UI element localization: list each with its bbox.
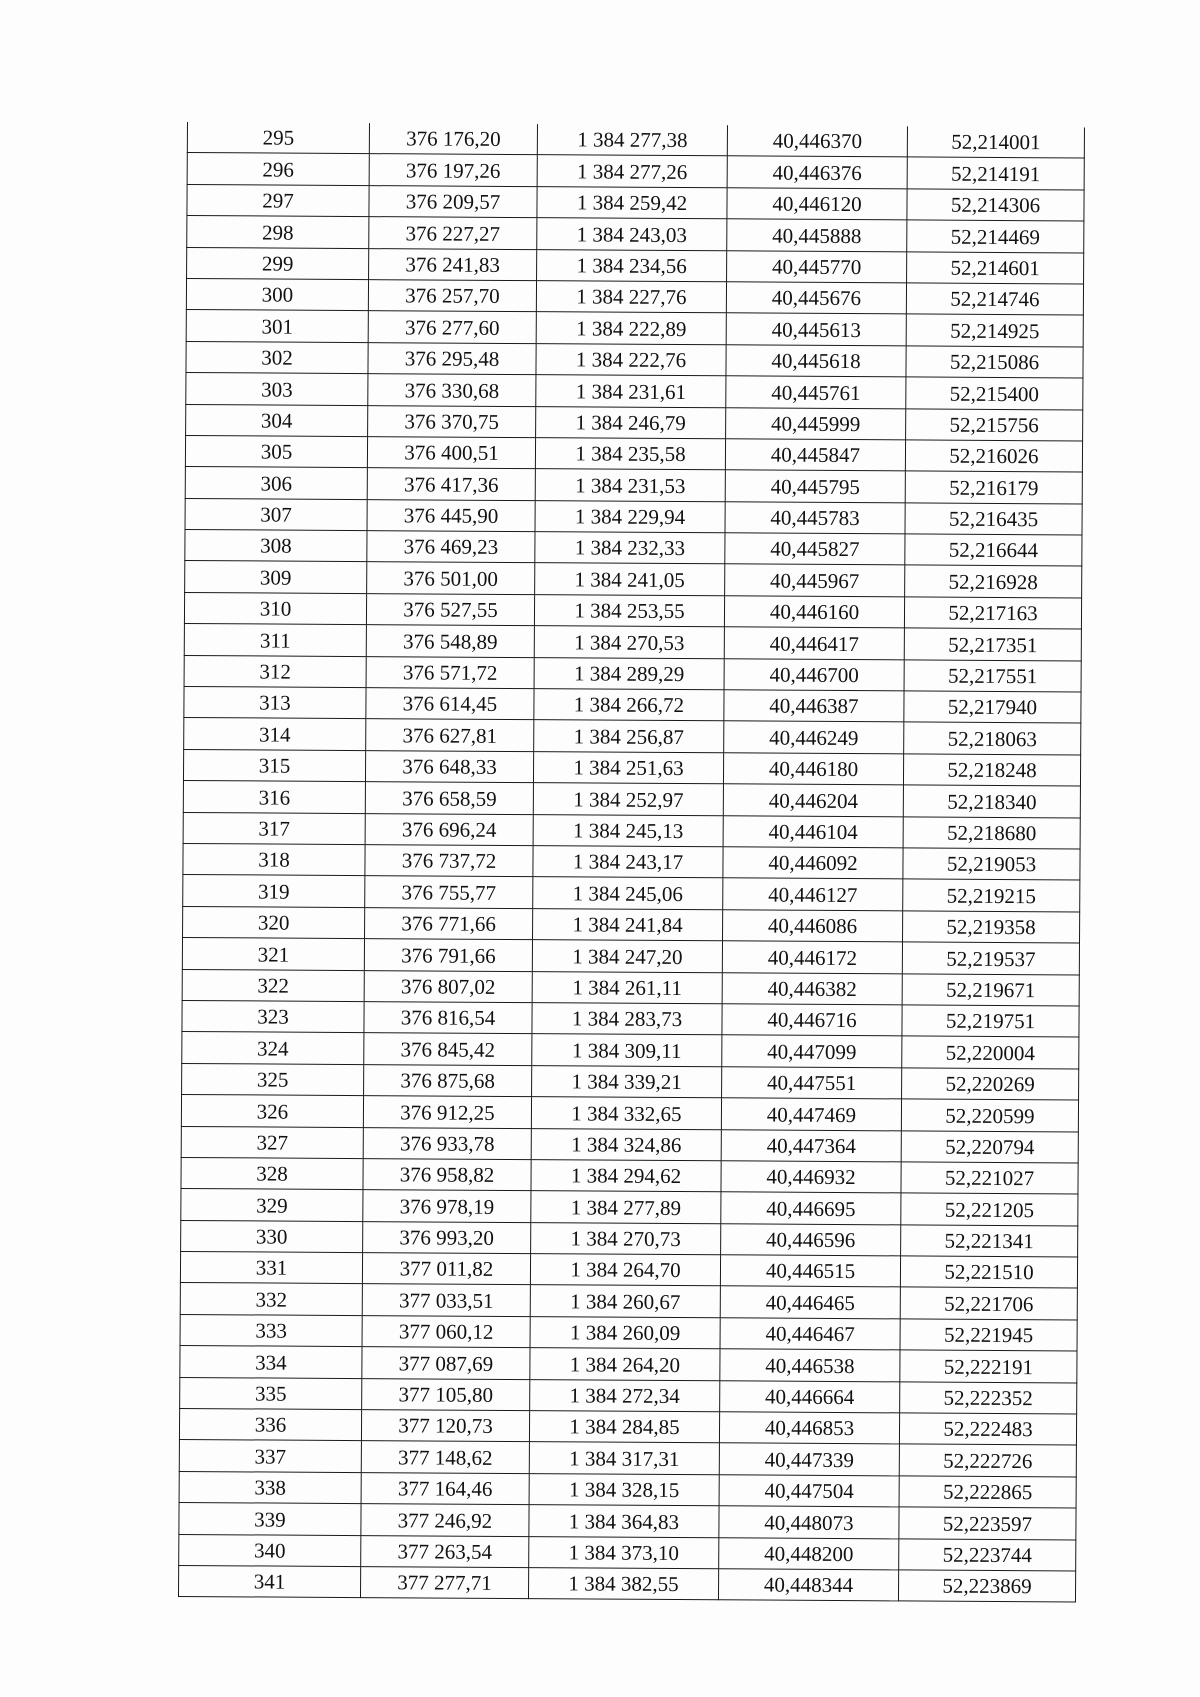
point-number-cell: 324 bbox=[182, 1032, 364, 1065]
point-number-cell: 307 bbox=[185, 498, 367, 531]
point-number-cell: 333 bbox=[180, 1314, 362, 1347]
longitude-cell: 52,221205 bbox=[901, 1193, 1078, 1225]
y-coordinate-cell: 1 384 272,34 bbox=[530, 1379, 720, 1412]
point-number-cell: 308 bbox=[185, 530, 367, 563]
x-coordinate-cell: 376 527,55 bbox=[366, 593, 534, 625]
x-coordinate-cell: 376 370,75 bbox=[368, 405, 536, 437]
point-number-cell: 327 bbox=[181, 1126, 363, 1159]
point-number-cell: 321 bbox=[182, 938, 364, 971]
x-coordinate-cell: 376 257,70 bbox=[368, 280, 536, 312]
latitude-cell: 40,446387 bbox=[724, 690, 904, 722]
x-coordinate-cell: 376 277,60 bbox=[368, 311, 536, 343]
point-number-cell: 338 bbox=[179, 1471, 361, 1504]
y-coordinate-cell: 1 384 241,05 bbox=[535, 563, 725, 596]
longitude-cell: 52,216179 bbox=[905, 471, 1082, 503]
latitude-cell: 40,446596 bbox=[721, 1223, 901, 1255]
latitude-cell: 40,446376 bbox=[727, 156, 907, 188]
point-number-cell: 317 bbox=[183, 812, 365, 845]
latitude-cell: 40,446120 bbox=[727, 188, 907, 220]
y-coordinate-cell: 1 384 264,20 bbox=[530, 1348, 720, 1381]
latitude-cell: 40,445888 bbox=[727, 219, 907, 251]
point-number-cell: 314 bbox=[184, 718, 366, 751]
longitude-cell: 52,219053 bbox=[903, 848, 1080, 880]
point-number-cell: 304 bbox=[186, 404, 368, 437]
y-coordinate-cell: 1 384 252,97 bbox=[533, 783, 723, 816]
x-coordinate-cell: 377 277,71 bbox=[360, 1567, 528, 1599]
latitude-cell: 40,445827 bbox=[725, 533, 905, 565]
point-number-cell: 311 bbox=[184, 624, 366, 657]
longitude-cell: 52,216928 bbox=[905, 565, 1082, 597]
longitude-cell: 52,222483 bbox=[899, 1413, 1076, 1445]
latitude-cell: 40,446465 bbox=[720, 1286, 900, 1318]
x-coordinate-cell: 376 501,00 bbox=[367, 562, 535, 594]
y-coordinate-cell: 1 384 277,38 bbox=[537, 124, 727, 156]
latitude-cell: 40,447469 bbox=[721, 1098, 901, 1130]
latitude-cell: 40,446370 bbox=[727, 125, 907, 157]
longitude-cell: 52,220004 bbox=[902, 1036, 1079, 1068]
x-coordinate-cell: 376 958,82 bbox=[363, 1158, 531, 1190]
latitude-cell: 40,445999 bbox=[726, 407, 906, 439]
longitude-cell: 52,221027 bbox=[901, 1162, 1078, 1194]
point-number-cell: 299 bbox=[187, 247, 369, 280]
point-number-cell: 313 bbox=[184, 687, 366, 720]
latitude-cell: 40,445613 bbox=[726, 313, 906, 345]
longitude-cell: 52,223869 bbox=[898, 1570, 1075, 1602]
latitude-cell: 40,445618 bbox=[726, 345, 906, 377]
y-coordinate-cell: 1 384 243,17 bbox=[533, 846, 723, 879]
latitude-cell: 40,445847 bbox=[725, 439, 905, 471]
x-coordinate-cell: 376 469,23 bbox=[367, 531, 535, 563]
y-coordinate-cell: 1 384 364,83 bbox=[529, 1505, 719, 1538]
point-number-cell: 339 bbox=[179, 1503, 361, 1536]
y-coordinate-cell: 1 384 277,26 bbox=[537, 155, 727, 188]
point-number-cell: 320 bbox=[183, 906, 365, 939]
latitude-cell: 40,446160 bbox=[724, 596, 904, 628]
point-number-cell: 325 bbox=[182, 1063, 364, 1096]
x-coordinate-cell: 376 933,78 bbox=[363, 1127, 531, 1159]
point-number-cell: 331 bbox=[180, 1252, 362, 1285]
x-coordinate-cell: 376 993,20 bbox=[363, 1221, 531, 1253]
y-coordinate-cell: 1 384 324,86 bbox=[531, 1128, 721, 1161]
y-coordinate-cell: 1 384 253,55 bbox=[534, 594, 724, 627]
x-coordinate-cell: 376 755,77 bbox=[365, 876, 533, 908]
x-coordinate-cell: 376 771,66 bbox=[365, 907, 533, 939]
longitude-cell: 52,217163 bbox=[904, 597, 1081, 629]
x-coordinate-cell: 377 060,12 bbox=[362, 1315, 530, 1347]
y-coordinate-cell: 1 384 382,55 bbox=[528, 1568, 718, 1601]
x-coordinate-cell: 376 227,27 bbox=[369, 217, 537, 249]
latitude-cell: 40,446204 bbox=[723, 784, 903, 816]
point-number-cell: 306 bbox=[185, 467, 367, 500]
longitude-cell: 52,220269 bbox=[902, 1068, 1079, 1100]
latitude-cell: 40,446716 bbox=[722, 1004, 902, 1036]
latitude-cell: 40,446249 bbox=[724, 721, 904, 753]
latitude-cell: 40,448200 bbox=[719, 1537, 899, 1569]
y-coordinate-cell: 1 384 260,67 bbox=[530, 1285, 720, 1318]
y-coordinate-cell: 1 384 231,61 bbox=[536, 375, 726, 408]
longitude-cell: 52,220794 bbox=[901, 1130, 1078, 1162]
y-coordinate-cell: 1 384 264,70 bbox=[530, 1254, 720, 1287]
point-number-cell: 326 bbox=[181, 1095, 363, 1128]
longitude-cell: 52,223744 bbox=[899, 1538, 1076, 1570]
x-coordinate-cell: 377 011,82 bbox=[362, 1253, 530, 1285]
point-number-cell: 297 bbox=[187, 184, 369, 217]
x-coordinate-cell: 376 875,68 bbox=[364, 1064, 532, 1096]
longitude-cell: 52,220599 bbox=[901, 1099, 1078, 1131]
y-coordinate-cell: 1 384 294,62 bbox=[531, 1160, 721, 1193]
point-number-cell: 295 bbox=[187, 122, 369, 154]
x-coordinate-cell: 377 148,62 bbox=[361, 1441, 529, 1473]
point-number-cell: 328 bbox=[181, 1157, 363, 1190]
longitude-cell: 52,216435 bbox=[905, 503, 1082, 535]
latitude-cell: 40,448344 bbox=[718, 1569, 898, 1601]
longitude-cell: 52,221341 bbox=[901, 1225, 1078, 1257]
latitude-cell: 40,447339 bbox=[719, 1443, 899, 1475]
y-coordinate-cell: 1 384 246,79 bbox=[536, 406, 726, 439]
longitude-cell: 52,214925 bbox=[906, 314, 1083, 346]
point-number-cell: 318 bbox=[183, 843, 365, 876]
latitude-cell: 40,446932 bbox=[721, 1161, 901, 1193]
y-coordinate-cell: 1 384 231,53 bbox=[535, 469, 725, 502]
longitude-cell: 52,219215 bbox=[903, 879, 1080, 911]
point-number-cell: 334 bbox=[180, 1346, 362, 1379]
longitude-cell: 52,221945 bbox=[900, 1319, 1077, 1351]
longitude-cell: 52,222726 bbox=[899, 1444, 1076, 1476]
longitude-cell: 52,222191 bbox=[900, 1350, 1077, 1382]
x-coordinate-cell: 376 658,59 bbox=[365, 782, 533, 814]
point-number-cell: 298 bbox=[187, 216, 369, 249]
y-coordinate-cell: 1 384 247,20 bbox=[532, 940, 722, 973]
y-coordinate-cell: 1 384 328,15 bbox=[529, 1473, 719, 1506]
latitude-cell: 40,446853 bbox=[719, 1412, 899, 1444]
longitude-cell: 52,223597 bbox=[899, 1507, 1076, 1539]
longitude-cell: 52,215086 bbox=[906, 346, 1083, 378]
x-coordinate-cell: 376 197,26 bbox=[369, 154, 537, 186]
x-coordinate-cell: 376 571,72 bbox=[366, 656, 534, 688]
x-coordinate-cell: 376 696,24 bbox=[365, 813, 533, 845]
y-coordinate-cell: 1 384 229,94 bbox=[535, 500, 725, 533]
y-coordinate-cell: 1 384 339,21 bbox=[532, 1065, 722, 1098]
longitude-cell: 52,214469 bbox=[907, 220, 1084, 252]
y-coordinate-cell: 1 384 317,31 bbox=[529, 1442, 719, 1475]
latitude-cell: 40,446104 bbox=[723, 815, 903, 847]
latitude-cell: 40,445761 bbox=[726, 376, 906, 408]
x-coordinate-cell: 376 845,42 bbox=[364, 1033, 532, 1065]
y-coordinate-cell: 1 384 256,87 bbox=[534, 720, 724, 753]
x-coordinate-cell: 376 241,83 bbox=[369, 248, 537, 280]
latitude-cell: 40,447099 bbox=[722, 1035, 902, 1067]
point-number-cell: 329 bbox=[181, 1189, 363, 1222]
longitude-cell: 52,216644 bbox=[905, 534, 1082, 566]
latitude-cell: 40,446127 bbox=[723, 878, 903, 910]
longitude-cell: 52,221510 bbox=[900, 1256, 1077, 1288]
latitude-cell: 40,446700 bbox=[724, 658, 904, 690]
point-number-cell: 332 bbox=[180, 1283, 362, 1316]
longitude-cell: 52,214191 bbox=[907, 157, 1084, 189]
latitude-cell: 40,446382 bbox=[722, 972, 902, 1004]
y-coordinate-cell: 1 384 283,73 bbox=[532, 1003, 722, 1036]
y-coordinate-cell: 1 384 227,76 bbox=[536, 281, 726, 314]
longitude-cell: 52,222865 bbox=[899, 1476, 1076, 1508]
longitude-cell: 52,218063 bbox=[904, 722, 1081, 754]
x-coordinate-cell: 377 263,54 bbox=[361, 1535, 529, 1567]
x-coordinate-cell: 377 120,73 bbox=[361, 1410, 529, 1442]
y-coordinate-cell: 1 384 261,11 bbox=[532, 971, 722, 1004]
latitude-cell: 40,445676 bbox=[726, 282, 906, 314]
longitude-cell: 52,219751 bbox=[902, 1005, 1079, 1037]
point-number-cell: 322 bbox=[182, 969, 364, 1002]
latitude-cell: 40,445783 bbox=[725, 501, 905, 533]
y-coordinate-cell: 1 384 222,89 bbox=[536, 312, 726, 345]
point-number-cell: 302 bbox=[186, 341, 368, 374]
latitude-cell: 40,447504 bbox=[719, 1475, 899, 1507]
longitude-cell: 52,217940 bbox=[904, 691, 1081, 723]
longitude-cell: 52,219671 bbox=[902, 973, 1079, 1005]
y-coordinate-cell: 1 384 232,33 bbox=[535, 532, 725, 565]
latitude-cell: 40,446664 bbox=[720, 1380, 900, 1412]
latitude-cell: 40,446417 bbox=[724, 627, 904, 659]
longitude-cell: 52,221706 bbox=[900, 1287, 1077, 1319]
point-number-cell: 301 bbox=[186, 310, 368, 343]
x-coordinate-cell: 376 548,89 bbox=[366, 625, 534, 657]
longitude-cell: 52,217551 bbox=[904, 660, 1081, 692]
y-coordinate-cell: 1 384 234,56 bbox=[537, 249, 727, 282]
point-number-cell: 337 bbox=[179, 1440, 361, 1473]
x-coordinate-cell: 376 614,45 bbox=[366, 688, 534, 720]
point-number-cell: 303 bbox=[186, 373, 368, 406]
y-coordinate-cell: 1 384 270,73 bbox=[531, 1222, 721, 1255]
longitude-cell: 52,219358 bbox=[903, 911, 1080, 943]
x-coordinate-cell: 376 627,81 bbox=[366, 719, 534, 751]
x-coordinate-cell: 376 791,66 bbox=[364, 939, 532, 971]
coordinates-table-body bbox=[178, 122, 1084, 1602]
point-number-cell: 310 bbox=[184, 592, 366, 625]
latitude-cell: 40,446092 bbox=[723, 847, 903, 879]
x-coordinate-cell: 376 912,25 bbox=[363, 1096, 531, 1128]
point-number-cell: 335 bbox=[180, 1377, 362, 1410]
point-number-cell: 316 bbox=[183, 781, 365, 814]
table-row bbox=[178, 1565, 1075, 1602]
latitude-cell: 40,447551 bbox=[722, 1067, 902, 1099]
latitude-cell: 40,446538 bbox=[720, 1349, 900, 1381]
latitude-cell: 40,446180 bbox=[723, 753, 903, 785]
y-coordinate-cell: 1 384 222,76 bbox=[536, 343, 726, 376]
x-coordinate-cell: 376 978,19 bbox=[363, 1190, 531, 1222]
point-number-cell: 309 bbox=[185, 561, 367, 594]
y-coordinate-cell: 1 384 260,09 bbox=[530, 1316, 720, 1349]
point-number-cell: 312 bbox=[184, 655, 366, 688]
latitude-cell: 40,446467 bbox=[720, 1318, 900, 1350]
y-coordinate-cell: 1 384 332,65 bbox=[531, 1097, 721, 1130]
y-coordinate-cell: 1 384 266,72 bbox=[534, 689, 724, 722]
latitude-cell: 40,445795 bbox=[725, 470, 905, 502]
x-coordinate-cell: 376 417,36 bbox=[367, 468, 535, 500]
y-coordinate-cell: 1 384 373,10 bbox=[529, 1536, 719, 1569]
x-coordinate-cell: 376 400,51 bbox=[367, 437, 535, 469]
longitude-cell: 52,215400 bbox=[906, 377, 1083, 409]
y-coordinate-cell: 1 384 251,63 bbox=[533, 751, 723, 784]
latitude-cell: 40,447364 bbox=[721, 1129, 901, 1161]
point-number-cell: 340 bbox=[179, 1534, 361, 1567]
latitude-cell: 40,446086 bbox=[723, 910, 903, 942]
coordinates-table bbox=[178, 122, 1085, 1603]
x-coordinate-cell: 377 164,46 bbox=[361, 1472, 529, 1504]
y-coordinate-cell: 1 384 284,85 bbox=[529, 1411, 719, 1444]
point-number-cell: 305 bbox=[185, 435, 367, 468]
longitude-cell: 52,217351 bbox=[904, 628, 1081, 660]
point-number-cell: 330 bbox=[181, 1220, 363, 1253]
x-coordinate-cell: 377 087,69 bbox=[362, 1347, 530, 1379]
latitude-cell: 40,446695 bbox=[721, 1192, 901, 1224]
y-coordinate-cell: 1 384 259,42 bbox=[537, 186, 727, 219]
latitude-cell: 40,448073 bbox=[719, 1506, 899, 1538]
point-number-cell: 315 bbox=[183, 749, 365, 782]
x-coordinate-cell: 376 648,33 bbox=[365, 750, 533, 782]
y-coordinate-cell: 1 384 277,89 bbox=[531, 1191, 721, 1224]
x-coordinate-cell: 376 816,54 bbox=[364, 1002, 532, 1034]
x-coordinate-cell: 376 176,20 bbox=[369, 123, 537, 155]
point-number-cell: 319 bbox=[183, 875, 365, 908]
latitude-cell: 40,445770 bbox=[727, 250, 907, 282]
x-coordinate-cell: 376 807,02 bbox=[364, 970, 532, 1002]
point-number-cell: 300 bbox=[186, 278, 368, 311]
point-number-cell: 336 bbox=[179, 1408, 361, 1441]
longitude-cell: 52,216026 bbox=[905, 440, 1082, 472]
y-coordinate-cell: 1 384 309,11 bbox=[532, 1034, 722, 1067]
y-coordinate-cell: 1 384 270,53 bbox=[534, 626, 724, 659]
longitude-cell: 52,218340 bbox=[903, 785, 1080, 817]
y-coordinate-cell: 1 384 241,84 bbox=[533, 908, 723, 941]
x-coordinate-cell: 376 295,48 bbox=[368, 342, 536, 374]
y-coordinate-cell: 1 384 235,58 bbox=[535, 438, 725, 471]
longitude-cell: 52,219537 bbox=[902, 942, 1079, 974]
point-number-cell: 323 bbox=[182, 1000, 364, 1033]
point-number-cell: 296 bbox=[187, 153, 369, 186]
longitude-cell: 52,218680 bbox=[903, 816, 1080, 848]
y-coordinate-cell: 1 384 289,29 bbox=[534, 657, 724, 690]
latitude-cell: 40,446172 bbox=[722, 941, 902, 973]
x-coordinate-cell: 376 445,90 bbox=[367, 499, 535, 531]
longitude-cell: 52,218248 bbox=[903, 754, 1080, 786]
x-coordinate-cell: 376 330,68 bbox=[368, 374, 536, 406]
y-coordinate-cell: 1 384 243,03 bbox=[537, 218, 727, 251]
x-coordinate-cell: 377 033,51 bbox=[362, 1284, 530, 1316]
longitude-cell: 52,222352 bbox=[900, 1382, 1077, 1414]
y-coordinate-cell: 1 384 245,13 bbox=[533, 814, 723, 847]
x-coordinate-cell: 376 737,72 bbox=[365, 845, 533, 877]
y-coordinate-cell: 1 384 245,06 bbox=[533, 877, 723, 910]
longitude-cell: 52,214746 bbox=[906, 283, 1083, 315]
latitude-cell: 40,445967 bbox=[725, 564, 905, 596]
x-coordinate-cell: 377 105,80 bbox=[362, 1378, 530, 1410]
latitude-cell: 40,446515 bbox=[720, 1255, 900, 1287]
longitude-cell: 52,214306 bbox=[907, 189, 1084, 221]
longitude-cell: 52,214601 bbox=[907, 251, 1084, 283]
longitude-cell: 52,214001 bbox=[907, 126, 1084, 158]
x-coordinate-cell: 377 246,92 bbox=[361, 1504, 529, 1536]
point-number-cell: 341 bbox=[178, 1565, 360, 1598]
longitude-cell: 52,215756 bbox=[906, 408, 1083, 440]
x-coordinate-cell: 376 209,57 bbox=[369, 185, 537, 217]
